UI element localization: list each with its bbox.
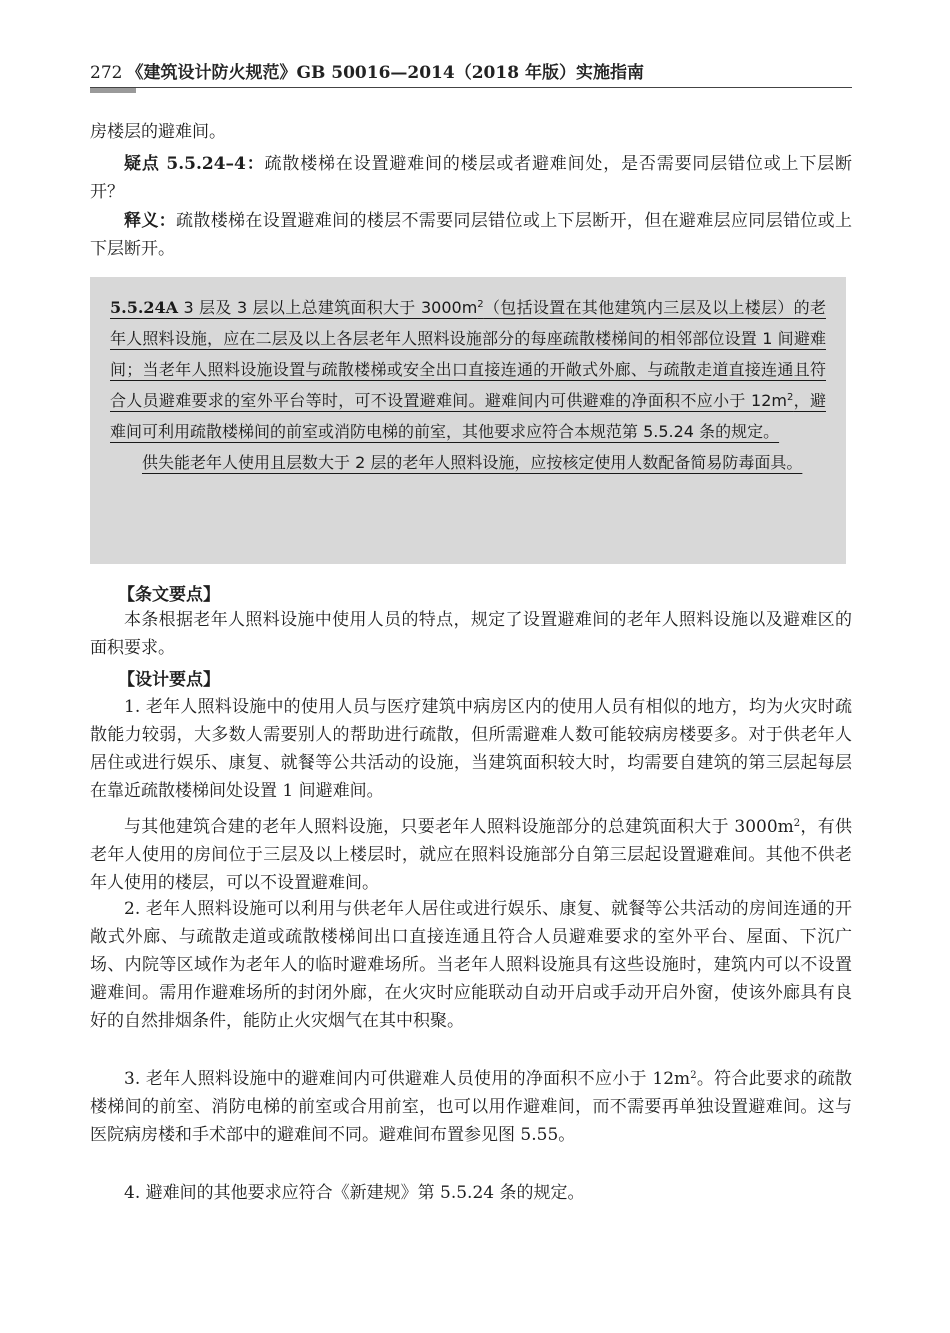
design-text-part: 与其他建筑合建的老年人照料设施，只要老年人照料设施部分的总建筑面积大于 3000m bbox=[124, 817, 794, 837]
design-paragraph-2 bbox=[90, 813, 852, 897]
superscript: 2 bbox=[477, 299, 484, 310]
clause-paragraph-2: 供失能老年人使用且层数大于 2 层的老年人照料设施，应按核定使用人数配备简易防毒面具。 bbox=[142, 453, 803, 472]
continuation-text: 房楼层的避难间。 bbox=[90, 122, 226, 142]
design-paragraph-5: 4. 避难间的其他要求应符合《新建规》第 5.5.24 条的规定。 bbox=[124, 1183, 585, 1203]
question-text: 疏散楼梯在设置避难间的楼层或者避难间处，是否需要同层错位或上下层断开？ bbox=[90, 154, 853, 202]
clause-text-part: ，避难间可利用疏散楼梯间的前室或消防电梯的前室，其他要求应符合本规范第 5.5.24 条的规定。 bbox=[110, 391, 826, 441]
header-mark bbox=[90, 88, 136, 93]
points-heading: 【条文要点】 bbox=[118, 585, 220, 605]
clause-text bbox=[110, 292, 826, 478]
superscript: 2 bbox=[787, 392, 794, 403]
book-title: 《建筑设计防火规范》GB 50016—2014（2018 年版）实施指南 bbox=[126, 63, 644, 83]
answer-paragraph bbox=[90, 207, 852, 263]
question-paragraph bbox=[90, 150, 852, 206]
page-number: 272 bbox=[90, 63, 123, 83]
question-label: 疑点 5.5.24–4： bbox=[124, 154, 265, 174]
design-paragraph-4 bbox=[90, 1065, 852, 1149]
superscript: 2 bbox=[793, 818, 801, 829]
answer-text: 疏散楼梯在设置避难间的楼层不需要同层错位或上下层断开，但在避难层应同层错位或上下层断开。 bbox=[90, 211, 853, 259]
design-paragraph-3: 2. 老年人照料设施可以利用与供老年人居住或进行娱乐、康复、就餐等公共活动的房间连通的开敞式外廊、与疏散走道或疏散楼梯间出口直接连通且符合人员避难要求的室外平台、屋面、下沉广场、内院等区域作为老年人的临时避难场所。当老年人照料设施具有这些设施时，建筑内可以不设置避难间。需用作避难场所的封闭外廊，在火灾时应能联动自动开启或手动开启外窗，使该外廊具有良好的自然排烟条件，能防止火灾烟气在其中积聚。 bbox=[90, 899, 852, 1031]
design-text-part: 3. 老年人照料设施中的避难间内可供避难人员使用的净面积不应小于 12m bbox=[124, 1069, 691, 1089]
design-heading: 【设计要点】 bbox=[118, 670, 220, 690]
points-text: 本条根据老年人照料设施中使用人员的特点，规定了设置避难间的老年人照料设施以及避难区的面积要求。 bbox=[90, 610, 852, 658]
answer-label: 释义： bbox=[124, 211, 177, 231]
design-text-part: 。符合此要求的疏散楼梯间的前室、消防电梯的前室或合用前室，也可以用作避难间，而不需要再单独设置避难间。这与医院病房楼和手术部中的避难间不同。避难间布置参见图 5.55。 bbox=[90, 1069, 853, 1145]
clause-number: 5.5.24A bbox=[110, 298, 179, 317]
clause-text-part: 3 层及 3 层以上总建筑面积大于 3000m bbox=[183, 298, 478, 317]
running-header bbox=[90, 58, 644, 83]
design-paragraph-1: 1. 老年人照料设施中的使用人员与医疗建筑中病房区内的使用人员有相似的地方，均为火灾时疏散能力较弱，大多数人需要别人的帮助进行疏散，但所需避难人数可能较病房楼要多。对于供老年人居住或进行娱乐、康复、就餐等公共活动的设施，当建筑面积较大时，均需要自建筑的第三层起每层在靠近疏散楼梯间处设置 1 间避难间。 bbox=[90, 697, 852, 801]
superscript: 2 bbox=[690, 1070, 697, 1081]
design-text-part: ，有供老年人使用的房间位于三层及以上楼层时，就应在照料设施部分自第三层起设置避难间。其他不供老年人使用的楼层，可以不设置避难间。 bbox=[90, 817, 852, 893]
header-rule bbox=[90, 87, 852, 88]
clause-text-part: （包括设置在其他建筑内三层及以上楼层）的老年人照料设施，应在二层及以上各层老年人照料设施部分的每座疏散楼梯间的相邻部位设置 1 间避难间；当老年人照料设施设置与疏散楼梯或安全出口直接连通的开敞式外廊、与疏散走道直接连通且符合人员避难要求的室外平台等时，可不设置避难间。避难间内可供避难的净面积不应小于 12m bbox=[110, 298, 826, 410]
